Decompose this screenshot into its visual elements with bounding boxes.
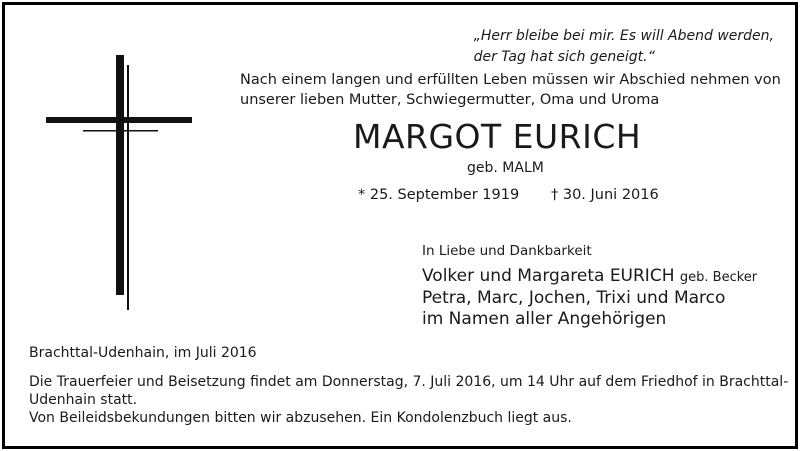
birth-name: geb. MALM <box>467 160 544 176</box>
notice-line-2: Udenhain statt. <box>29 392 138 408</box>
notice-line-1: Die Trauerfeier und Beisetzung findet am Donnerstag, 7. Juli 2016, um 14 Uhr auf dem Friedhof in Brachttal- <box>29 374 789 390</box>
bible-quote <box>474 26 774 68</box>
death-date: † 30. Juni 2016 <box>551 187 659 203</box>
quote-line-2: der Tag hat sich geneigt.“ <box>473 49 655 65</box>
intro-line-1: Nach einem langen und erfüllten Leben müssen wir Abschied nehmen von <box>240 72 781 88</box>
notice-line-3: Von Beileidsbekundungen bitten wir abzusehen. Ein Kondolenzbuch liegt aus. <box>29 410 572 426</box>
quote-line-1: „Herr bleibe bei mir. Es will Abend werden, <box>473 28 774 44</box>
signature-intro: In Liebe und Dankbarkeit <box>422 243 592 259</box>
deceased-name: MARGOT EURICH <box>353 117 642 156</box>
birth-date: * 25. September 1919 <box>358 187 520 203</box>
intro-text <box>240 70 781 110</box>
mourners-line-3: im Namen aller Angehörigen <box>422 309 667 329</box>
place-date: Brachttal-Udenhain, im Juli 2016 <box>29 345 257 361</box>
mourners-line-2: Petra, Marc, Jochen, Trixi und Marco <box>422 288 726 308</box>
mourners-list <box>422 266 757 330</box>
funeral-notice <box>29 373 788 427</box>
mourners-line-1-main: Volker und Margareta EURICH <box>422 266 675 286</box>
intro-line-2: unserer lieben Mutter, Schwiegermutter, Oma und Uroma <box>240 92 660 108</box>
mourners-line-1 <box>422 266 757 288</box>
mourners-line-1-born-name: geb. Becker <box>679 270 758 285</box>
